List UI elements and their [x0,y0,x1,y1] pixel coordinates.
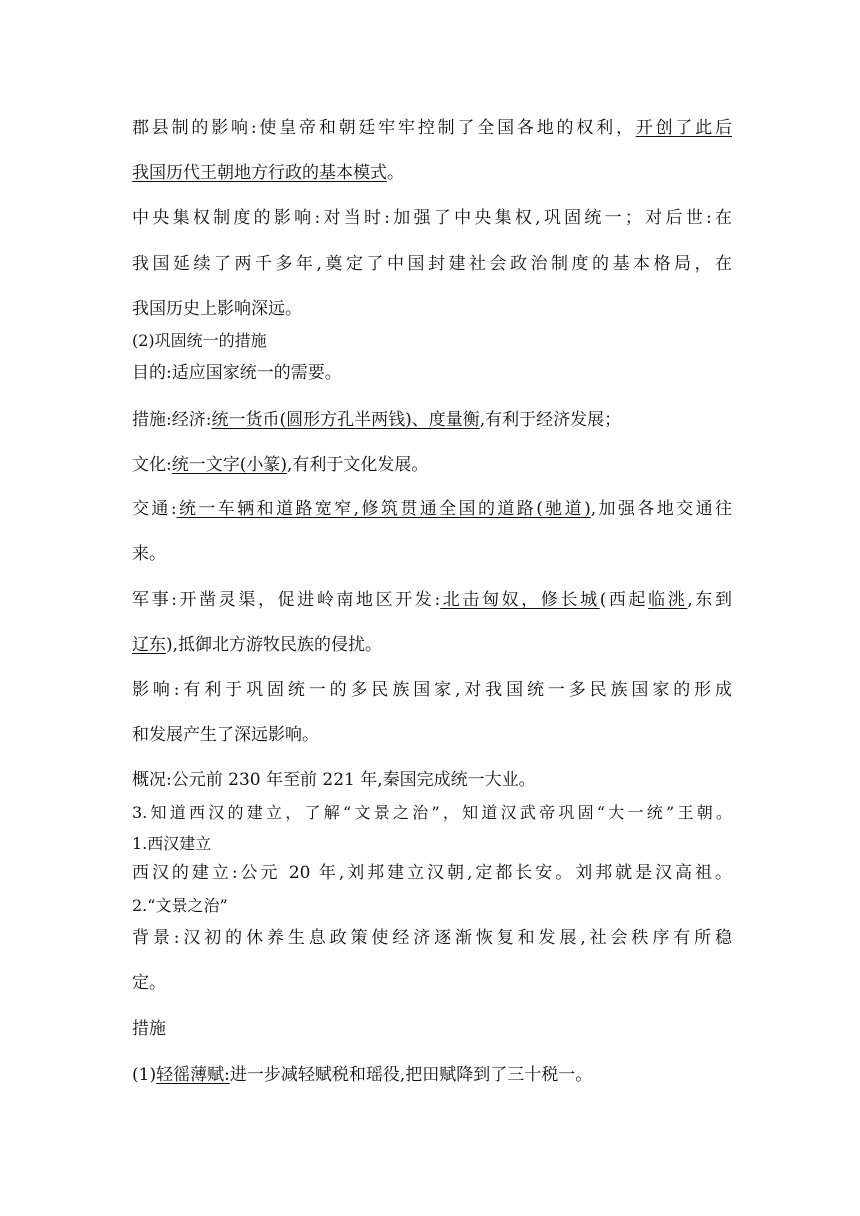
text-run: 我国历史上影响深远。 [132,299,302,319]
text-line [132,363,732,383]
text-line [132,163,732,183]
text-run: 来。 [132,544,166,564]
text-line [132,208,732,228]
text-line [132,973,732,993]
text-line [132,118,732,138]
text-line [132,455,732,475]
text-run: (2)巩固统一的措施 [132,331,267,350]
text-run: 军事:开凿灵渠，促进岭南地区开发: [132,590,441,610]
underlined-text: 统一文字(小篆) [171,455,287,475]
text-run: 3.知道西汉的建立，了解“文景之治”，知道汉武帝巩固“大一统”王朝。 [132,803,732,822]
underlined-text: 北击匈奴，修长城 [440,590,600,610]
text-run: 进一步减轻赋税和瑶役,把田赋降到了三十税一。 [229,1065,593,1085]
underlined-text: 临洮 [648,590,688,610]
text-run: 中央集权制度的影响:对当时:加强了中央集权,巩固统一；对后世:在 [132,208,732,228]
text-run: 2.“文景之治” [132,896,228,915]
text-run: 文化: [132,455,172,475]
text-run: 背景:汉初的休养生息政策使经济逐渐恢复和发展,社会秩序有所稳 [132,928,732,948]
underlined-text: 辽东 [132,635,166,655]
text-run: 措施 [132,1019,166,1039]
text-line [132,770,732,790]
text-line [132,590,732,610]
text-run: 措施:经济: [132,410,212,430]
underlined-text: 我国历代王朝地方行政的基本模式 [132,163,387,183]
text-run: ,有利于文化发展。 [287,455,429,475]
text-line [132,254,732,274]
text-run: 1.西汉建立 [132,834,212,853]
section-heading [132,834,732,854]
section-heading [132,896,732,916]
text-run: 郡县制的影响:使皇帝和朝廷牢牢控制了全国各地的权利， [132,118,636,138]
text-line [132,299,732,319]
text-run: 。 [387,163,404,183]
text-run: (1) [132,1065,157,1085]
text-line [132,725,732,745]
text-line [132,1065,732,1085]
text-run: (西起 [599,590,649,610]
section-heading [132,331,732,351]
text-run: 影响:有利于巩固统一的多民族国家,对我国统一多民族国家的形成 [132,680,732,700]
text-run: 交通: [132,499,177,519]
text-run: ,东到 [687,590,732,610]
text-run: 目的:适应国家统一的需要。 [132,363,342,383]
text-line [132,928,732,948]
text-line [132,1019,732,1039]
text-line [132,544,732,564]
text-line [132,499,732,519]
text-run: 概况:公元前 230 年至前 221 年,秦国完成统一大业。 [132,770,536,790]
text-run: 西汉的建立:公元 20 年,刘邦建立汉朝,定都长安。刘邦就是汉高祖。 [132,863,732,883]
underlined-text: 开创了此后 [635,118,732,138]
text-line [132,863,732,883]
underlined-text: 统一车辆和道路宽窄,修筑贯通全国的道路(驰道) [176,499,591,519]
underlined-text: 轻徭薄赋: [156,1065,230,1085]
text-line [132,410,732,430]
text-run: ,加强各地交通往 [590,499,732,519]
text-line [132,680,732,700]
text-run: ,有利于经济发展； [479,410,622,430]
text-run: 定。 [132,973,166,993]
text-run: ),抵御北方游牧民族的侵扰。 [166,635,383,655]
text-line [132,635,732,655]
underlined-text: 统一货币(圆形方孔半两钱)、度量衡 [211,410,480,430]
section-heading [132,803,732,823]
text-run: 我国延续了两千多年,奠定了中国封建社会政治制度的基本格局，在 [132,254,732,274]
text-run: 和发展产生了深远影响。 [132,725,319,745]
